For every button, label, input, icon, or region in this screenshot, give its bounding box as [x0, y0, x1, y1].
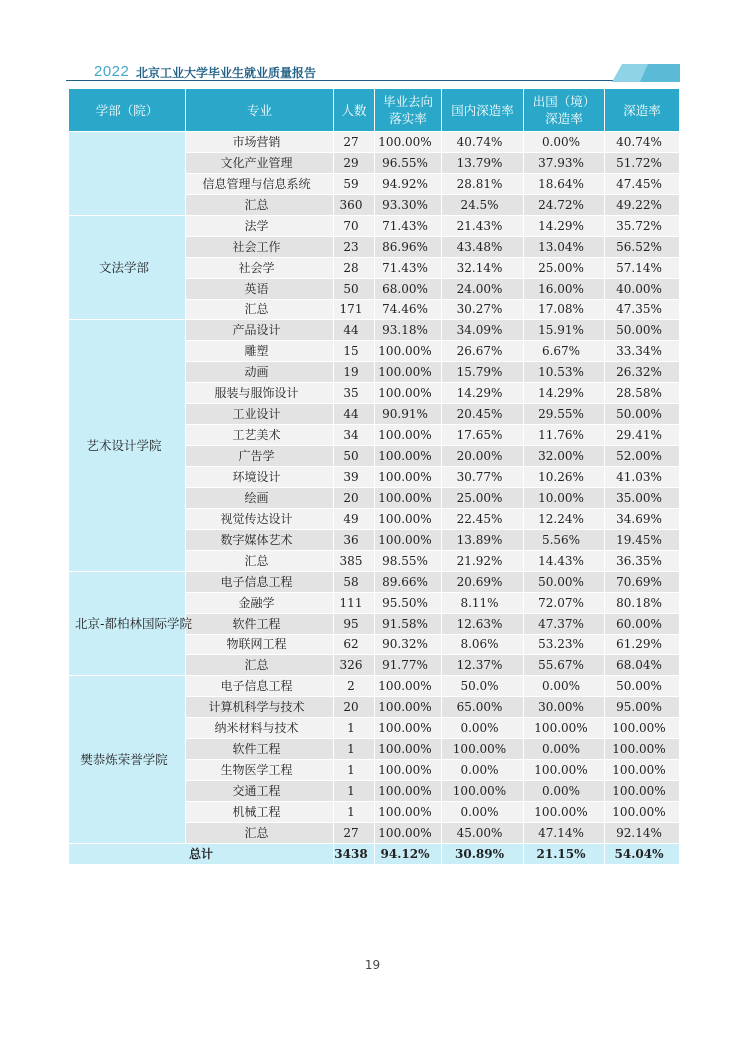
- study-rate-cell: 40.00%: [605, 278, 680, 299]
- major-cell: 工业设计: [186, 404, 334, 425]
- report-year: 2022: [94, 63, 130, 80]
- major-cell: 汇总: [186, 550, 334, 571]
- study-rate-cell: 68.04%: [605, 655, 680, 676]
- major-cell: 汇总: [186, 822, 334, 843]
- overseas-rate-cell: 6.67%: [524, 341, 605, 362]
- count-cell: 385: [334, 550, 375, 571]
- major-cell: 服装与服饰设计: [186, 383, 334, 404]
- overseas-rate-cell: 11.76%: [524, 425, 605, 446]
- domestic-rate-cell: 30.27%: [442, 299, 524, 320]
- major-cell: 市场营销: [186, 132, 334, 153]
- study-rate-cell: 29.41%: [605, 425, 680, 446]
- domestic-rate-cell: 12.37%: [442, 655, 524, 676]
- domestic-rate-cell: 8.11%: [442, 592, 524, 613]
- major-cell: 产品设计: [186, 320, 334, 341]
- count-cell: 27: [334, 822, 375, 843]
- overseas-rate-cell: 16.00%: [524, 278, 605, 299]
- domestic-rate-cell: 0.00%: [442, 760, 524, 781]
- overseas-rate-cell: 55.67%: [524, 655, 605, 676]
- column-header-placement-rate: 毕业去向 落实率: [375, 89, 442, 132]
- table-row: [69, 132, 680, 153]
- study-rate-cell: 35.72%: [605, 215, 680, 236]
- placement-rate-cell: 71.43%: [375, 215, 442, 236]
- table-row: [69, 320, 680, 341]
- count-cell: 58: [334, 571, 375, 592]
- domestic-rate-cell: 0.00%: [442, 802, 524, 823]
- study-rate-cell: 50.00%: [605, 320, 680, 341]
- study-rate-cell: 100.00%: [605, 781, 680, 802]
- domestic-rate-cell: 24.5%: [442, 194, 524, 215]
- major-cell: 计算机科学与技术: [186, 697, 334, 718]
- page-header: [66, 60, 680, 84]
- total-label: 总计: [69, 843, 334, 864]
- placement-rate-cell: 100.00%: [375, 487, 442, 508]
- overseas-rate-cell: 100.00%: [524, 718, 605, 739]
- count-cell: 59: [334, 173, 375, 194]
- study-rate-cell: 61.29%: [605, 634, 680, 655]
- domestic-rate-cell: 43.48%: [442, 236, 524, 257]
- overseas-rate-cell: 10.53%: [524, 362, 605, 383]
- major-cell: 金融学: [186, 592, 334, 613]
- major-cell: 软件工程: [186, 613, 334, 634]
- total-domestic-rate: 30.89%: [442, 843, 524, 864]
- count-cell: 20: [334, 697, 375, 718]
- domestic-rate-cell: 34.09%: [442, 320, 524, 341]
- count-cell: 49: [334, 508, 375, 529]
- placement-rate-cell: 94.92%: [375, 173, 442, 194]
- count-cell: 2: [334, 676, 375, 697]
- domestic-rate-cell: 21.43%: [442, 215, 524, 236]
- major-cell: 软件工程: [186, 739, 334, 760]
- placement-rate-cell: 100.00%: [375, 132, 442, 153]
- placement-rate-cell: 86.96%: [375, 236, 442, 257]
- overseas-rate-cell: 12.24%: [524, 508, 605, 529]
- placement-rate-cell: 100.00%: [375, 697, 442, 718]
- placement-rate-cell: 100.00%: [375, 383, 442, 404]
- total-count: 3438: [334, 843, 375, 864]
- placement-rate-cell: 96.55%: [375, 152, 442, 173]
- overseas-rate-cell: 0.00%: [524, 739, 605, 760]
- study-rate-cell: 47.45%: [605, 173, 680, 194]
- domestic-rate-cell: 12.63%: [442, 613, 524, 634]
- placement-rate-cell: 95.50%: [375, 592, 442, 613]
- overseas-rate-cell: 18.64%: [524, 173, 605, 194]
- placement-rate-cell: 91.77%: [375, 655, 442, 676]
- study-rate-cell: 80.18%: [605, 592, 680, 613]
- count-cell: 360: [334, 194, 375, 215]
- column-header-count: 人数: [334, 89, 375, 132]
- overseas-rate-cell: 14.29%: [524, 215, 605, 236]
- domestic-rate-cell: 24.00%: [442, 278, 524, 299]
- table-body: [69, 132, 680, 865]
- major-cell: 雕塑: [186, 341, 334, 362]
- study-rate-cell: 26.32%: [605, 362, 680, 383]
- column-header-overseas-study-rate: 出国（境） 深造率: [524, 89, 605, 132]
- overseas-rate-cell: 100.00%: [524, 760, 605, 781]
- count-cell: 62: [334, 634, 375, 655]
- domestic-rate-cell: 100.00%: [442, 739, 524, 760]
- major-cell: 社会工作: [186, 236, 334, 257]
- overseas-rate-cell: 53.23%: [524, 634, 605, 655]
- major-cell: 动画: [186, 362, 334, 383]
- column-header-domestic-study-rate: 国内深造率: [442, 89, 524, 132]
- count-cell: 44: [334, 320, 375, 341]
- major-cell: 社会学: [186, 257, 334, 278]
- overseas-rate-cell: 10.26%: [524, 467, 605, 488]
- overseas-rate-cell: 5.56%: [524, 529, 605, 550]
- overseas-rate-cell: 14.43%: [524, 550, 605, 571]
- major-cell: 汇总: [186, 299, 334, 320]
- study-rate-cell: 19.45%: [605, 529, 680, 550]
- major-cell: 法学: [186, 215, 334, 236]
- major-cell: 绘画: [186, 487, 334, 508]
- placement-rate-cell: 100.00%: [375, 760, 442, 781]
- overseas-rate-cell: 14.29%: [524, 383, 605, 404]
- study-rate-cell: 100.00%: [605, 802, 680, 823]
- overseas-rate-cell: 15.91%: [524, 320, 605, 341]
- placement-rate-cell: 100.00%: [375, 425, 442, 446]
- placement-rate-cell: 100.00%: [375, 362, 442, 383]
- overseas-rate-cell: 13.04%: [524, 236, 605, 257]
- count-cell: 39: [334, 467, 375, 488]
- domestic-rate-cell: 20.45%: [442, 404, 524, 425]
- overseas-rate-cell: 0.00%: [524, 132, 605, 153]
- count-cell: 111: [334, 592, 375, 613]
- count-cell: 15: [334, 341, 375, 362]
- study-rate-cell: 52.00%: [605, 446, 680, 467]
- study-rate-cell: 92.14%: [605, 822, 680, 843]
- major-cell: 汇总: [186, 194, 334, 215]
- placement-rate-cell: 100.00%: [375, 739, 442, 760]
- count-cell: 1: [334, 739, 375, 760]
- count-cell: 1: [334, 781, 375, 802]
- domestic-rate-cell: 65.00%: [442, 697, 524, 718]
- placement-rate-cell: 71.43%: [375, 257, 442, 278]
- count-cell: 19: [334, 362, 375, 383]
- domestic-rate-cell: 30.77%: [442, 467, 524, 488]
- study-rate-cell: 60.00%: [605, 613, 680, 634]
- count-cell: 50: [334, 278, 375, 299]
- domestic-rate-cell: 28.81%: [442, 173, 524, 194]
- major-cell: 电子信息工程: [186, 571, 334, 592]
- overseas-rate-cell: 100.00%: [524, 802, 605, 823]
- count-cell: 23: [334, 236, 375, 257]
- dept-cell: 北京-都柏林国际学院: [69, 571, 186, 676]
- header-decoration-icon: [612, 64, 680, 82]
- overseas-rate-cell: 17.08%: [524, 299, 605, 320]
- domestic-rate-cell: 0.00%: [442, 718, 524, 739]
- domestic-rate-cell: 8.06%: [442, 634, 524, 655]
- count-cell: 171: [334, 299, 375, 320]
- overseas-rate-cell: 10.00%: [524, 487, 605, 508]
- study-rate-cell: 36.35%: [605, 550, 680, 571]
- overseas-rate-cell: 32.00%: [524, 446, 605, 467]
- major-cell: 环境设计: [186, 467, 334, 488]
- dept-cell: 樊恭炼荣誉学院: [69, 676, 186, 844]
- page-number: 19: [364, 958, 381, 972]
- table-row: [69, 676, 680, 697]
- placement-rate-cell: 100.00%: [375, 822, 442, 843]
- dept-cell: 文法学部: [69, 215, 186, 320]
- study-rate-cell: 100.00%: [605, 760, 680, 781]
- domestic-rate-cell: 13.79%: [442, 152, 524, 173]
- study-rate-cell: 40.74%: [605, 132, 680, 153]
- major-cell: 生物医学工程: [186, 760, 334, 781]
- placement-rate-cell: 100.00%: [375, 718, 442, 739]
- placement-rate-cell: 93.30%: [375, 194, 442, 215]
- overseas-rate-cell: 30.00%: [524, 697, 605, 718]
- overseas-rate-cell: 24.72%: [524, 194, 605, 215]
- domestic-rate-cell: 25.00%: [442, 487, 524, 508]
- count-cell: 1: [334, 760, 375, 781]
- major-cell: 英语: [186, 278, 334, 299]
- study-rate-cell: 50.00%: [605, 404, 680, 425]
- overseas-rate-cell: 0.00%: [524, 781, 605, 802]
- dept-cell: 艺术设计学院: [69, 320, 186, 571]
- study-rate-cell: 34.69%: [605, 508, 680, 529]
- domestic-rate-cell: 40.74%: [442, 132, 524, 153]
- column-header-major: 专业: [186, 89, 334, 132]
- placement-rate-cell: 90.91%: [375, 404, 442, 425]
- major-cell: 数字媒体艺术: [186, 529, 334, 550]
- study-rate-cell: 49.22%: [605, 194, 680, 215]
- domestic-rate-cell: 22.45%: [442, 508, 524, 529]
- major-cell: 交通工程: [186, 781, 334, 802]
- header-rule: [66, 80, 680, 81]
- domestic-rate-cell: 26.67%: [442, 341, 524, 362]
- table-row: [69, 571, 680, 592]
- count-cell: 70: [334, 215, 375, 236]
- domestic-rate-cell: 32.14%: [442, 257, 524, 278]
- study-rate-cell: 51.72%: [605, 152, 680, 173]
- placement-rate-cell: 74.46%: [375, 299, 442, 320]
- placement-rate-cell: 68.00%: [375, 278, 442, 299]
- overseas-rate-cell: 25.00%: [524, 257, 605, 278]
- domestic-rate-cell: 21.92%: [442, 550, 524, 571]
- placement-rate-cell: 100.00%: [375, 446, 442, 467]
- total-row: [69, 843, 680, 864]
- placement-rate-cell: 100.00%: [375, 676, 442, 697]
- overseas-rate-cell: 0.00%: [524, 676, 605, 697]
- table-row: [69, 215, 680, 236]
- major-cell: 电子信息工程: [186, 676, 334, 697]
- study-rate-cell: 33.34%: [605, 341, 680, 362]
- study-rate-cell: 57.14%: [605, 257, 680, 278]
- study-rate-cell: 56.52%: [605, 236, 680, 257]
- total-overseas-rate: 21.15%: [524, 843, 605, 864]
- placement-rate-cell: 100.00%: [375, 467, 442, 488]
- study-rate-cell: 28.58%: [605, 383, 680, 404]
- major-cell: 文化产业管理: [186, 152, 334, 173]
- domestic-rate-cell: 50.0%: [442, 676, 524, 697]
- count-cell: 20: [334, 487, 375, 508]
- count-cell: 1: [334, 718, 375, 739]
- major-cell: 纳米材料与技术: [186, 718, 334, 739]
- domestic-rate-cell: 100.00%: [442, 781, 524, 802]
- total-placement-rate: 94.12%: [375, 843, 442, 864]
- major-cell: 广告学: [186, 446, 334, 467]
- major-cell: 机械工程: [186, 802, 334, 823]
- employment-table: [68, 88, 680, 865]
- count-cell: 1: [334, 802, 375, 823]
- overseas-rate-cell: 72.07%: [524, 592, 605, 613]
- placement-rate-cell: 100.00%: [375, 802, 442, 823]
- dept-cell: [69, 132, 186, 216]
- placement-rate-cell: 90.32%: [375, 634, 442, 655]
- report-title: 北京工业大学毕业生就业质量报告: [136, 66, 317, 80]
- placement-rate-cell: 98.55%: [375, 550, 442, 571]
- placement-rate-cell: 100.00%: [375, 508, 442, 529]
- study-rate-cell: 95.00%: [605, 697, 680, 718]
- placement-rate-cell: 91.58%: [375, 613, 442, 634]
- count-cell: 326: [334, 655, 375, 676]
- count-cell: 44: [334, 404, 375, 425]
- domestic-rate-cell: 14.29%: [442, 383, 524, 404]
- domestic-rate-cell: 20.00%: [442, 446, 524, 467]
- overseas-rate-cell: 47.14%: [524, 822, 605, 843]
- domestic-rate-cell: 45.00%: [442, 822, 524, 843]
- count-cell: 95: [334, 613, 375, 634]
- domestic-rate-cell: 17.65%: [442, 425, 524, 446]
- count-cell: 35: [334, 383, 375, 404]
- overseas-rate-cell: 50.00%: [524, 571, 605, 592]
- count-cell: 34: [334, 425, 375, 446]
- major-cell: 信息管理与信息系统: [186, 173, 334, 194]
- count-cell: 27: [334, 132, 375, 153]
- major-cell: 工艺美术: [186, 425, 334, 446]
- study-rate-cell: 100.00%: [605, 739, 680, 760]
- total-study-rate: 54.04%: [605, 843, 680, 864]
- count-cell: 28: [334, 257, 375, 278]
- count-cell: 36: [334, 529, 375, 550]
- study-rate-cell: 47.35%: [605, 299, 680, 320]
- count-cell: 50: [334, 446, 375, 467]
- column-header-study-rate: 深造率: [605, 89, 680, 132]
- study-rate-cell: 41.03%: [605, 467, 680, 488]
- study-rate-cell: 50.00%: [605, 676, 680, 697]
- major-cell: 视觉传达设计: [186, 508, 334, 529]
- placement-rate-cell: 100.00%: [375, 341, 442, 362]
- table-header-row: [69, 89, 680, 132]
- overseas-rate-cell: 29.55%: [524, 404, 605, 425]
- count-cell: 29: [334, 152, 375, 173]
- placement-rate-cell: 100.00%: [375, 781, 442, 802]
- placement-rate-cell: 89.66%: [375, 571, 442, 592]
- study-rate-cell: 70.69%: [605, 571, 680, 592]
- placement-rate-cell: 93.18%: [375, 320, 442, 341]
- study-rate-cell: 35.00%: [605, 487, 680, 508]
- domestic-rate-cell: 20.69%: [442, 571, 524, 592]
- overseas-rate-cell: 47.37%: [524, 613, 605, 634]
- placement-rate-cell: 100.00%: [375, 529, 442, 550]
- column-header-dept: 学部（院）: [69, 89, 186, 132]
- overseas-rate-cell: 37.93%: [524, 152, 605, 173]
- major-cell: 汇总: [186, 655, 334, 676]
- domestic-rate-cell: 15.79%: [442, 362, 524, 383]
- major-cell: 物联网工程: [186, 634, 334, 655]
- study-rate-cell: 100.00%: [605, 718, 680, 739]
- domestic-rate-cell: 13.89%: [442, 529, 524, 550]
